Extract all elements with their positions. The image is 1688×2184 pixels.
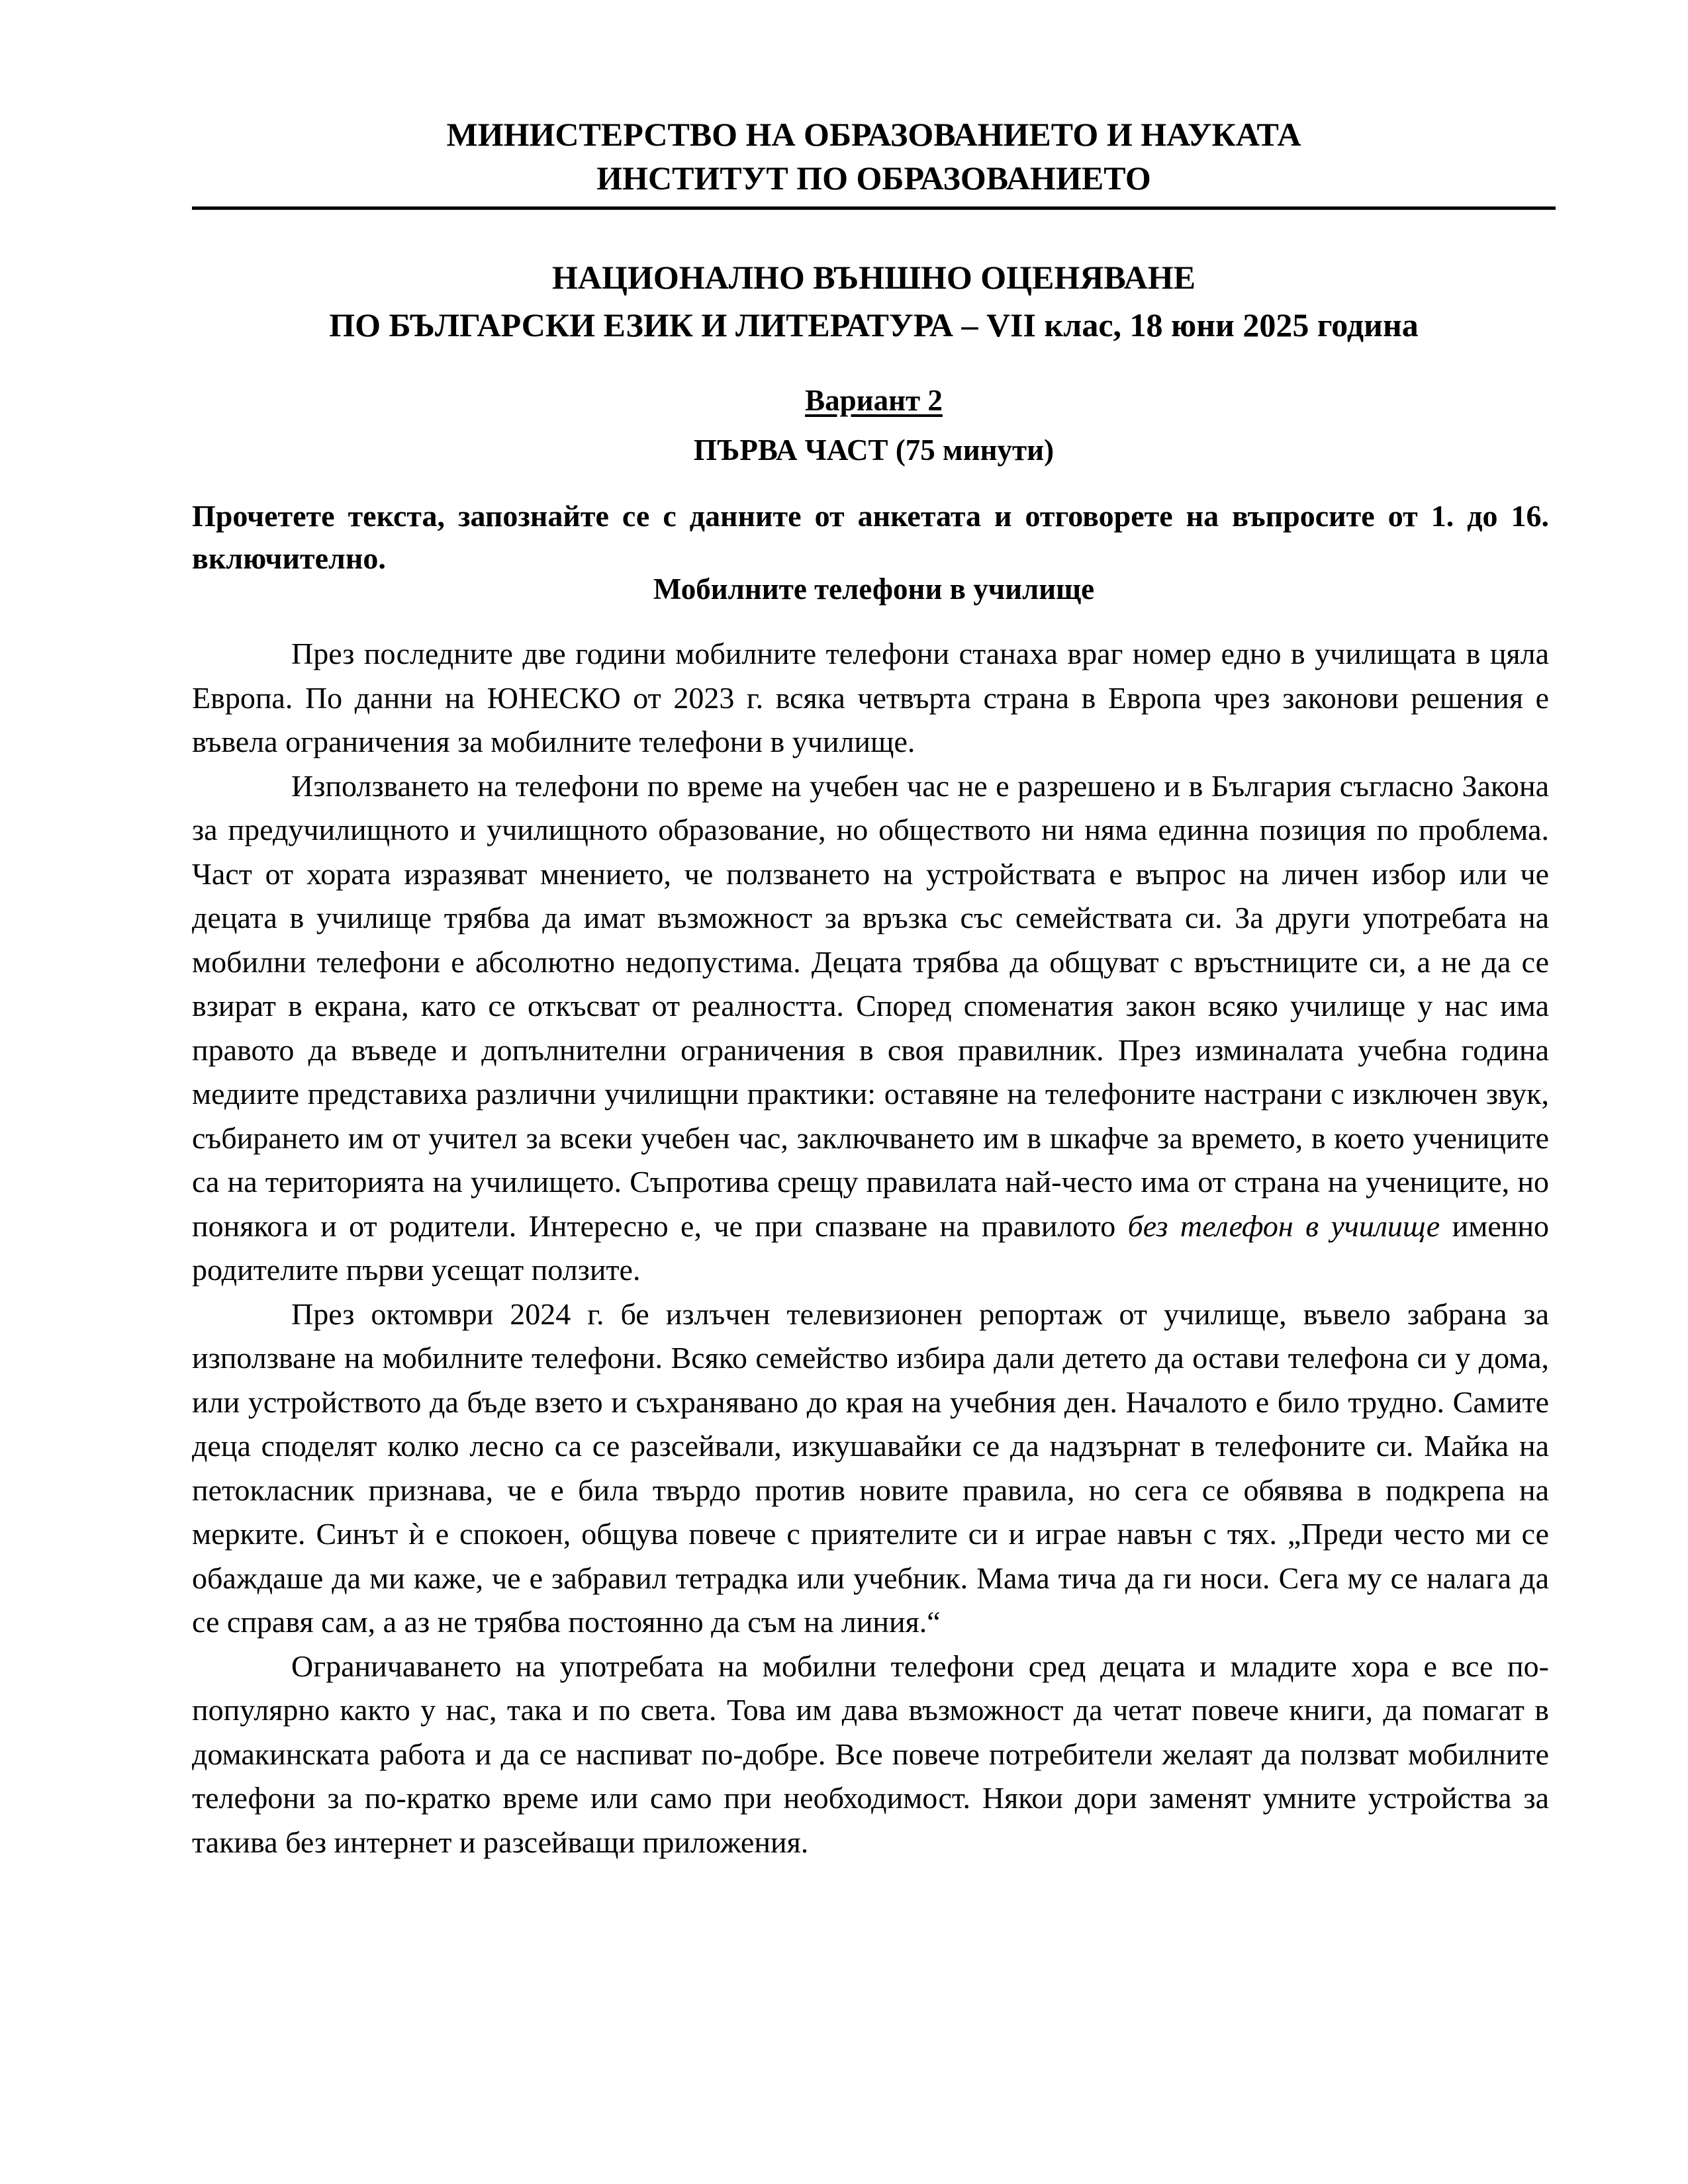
- article-paragraph-3: През октомври 2024 г. бе излъчен телевизионен репортаж от училище, въвело забрана за използване на мобилните телефони. Всяко семейство избира дали детето да остави телефона си у дома, или устройството да бъде взето и съхранявано до края на учебния ден. Началото е било трудно. Самите деца споделят колко лесно са се разсейвали, изкушавайки се да надзърнат в телефоните си. Майка на петокласник признава, че е била твърдо против новите правила, но сега се обявява в подкрепа на мерките. Синът ѝ е спокоен, общува повече с приятелите си и играе навън с тях. „Преди често ми се обаждаше да ми каже, че е забравил тетрадка или учебник. Мама тича да ги носи. Сега му се налага да се справя сам, а аз не трябва постоянно да съм на линия.“: [192, 1297, 1549, 1639]
- article-body: [192, 632, 1549, 1864]
- institute-name: ИНСТИТУТ ПО ОБРАЗОВАНИЕТО: [596, 159, 1151, 197]
- article-paragraph-1: През последните две години мобилните телефони станаха враг номер едно в училищата в цяла Европа. По данни на ЮНЕСКО от 2023 г. всяка четвърта страна в Европа чрез законови решения е въвела ограничения за мобилните телефони в училище.: [192, 637, 1549, 758]
- exam-title-line1: НАЦИОНАЛНО ВЪНШНО ОЦЕНЯВАНЕ: [552, 259, 1196, 296]
- paragraph-2-text-start: Използването на телефони по време на учебен час не е разрешено и в България съгласно Закона за предучилищното и училищното образование, но обществото ни няма единна позиция по проблема. Част от хората изразяват мнението, че ползването на устройствата е въпрос на личен избор или че децата в училище трябва да имат възможност за връзка със семействата си. За други употребата на мобилни телефони е абсолютно недопустима. Децата трябва да общуват с връстниците си, а не да се взират в екрана, като се откъсват от реалността. Според споменатия закон всяко училище у нас има правото да въведе и допълнителни ограничения в своя правилник. През изминалата учебна година медиите представиха различни училищни практики: оставяне на телефоните настрани с изключен звук, събирането им от учител за всеки учебен час, заключването им в шкафче за времето, в което учениците са на територията на училището. Съпротива срещу правилата най-често има от страна на учениците, но понякога и от родители. Интересно е, че при спазване на правилото: [192, 768, 1549, 1243]
- exam-title: [192, 253, 1556, 349]
- article-paragraph-4: Ограничаването на употребата на мобилни телефони сред децата и младите хора е все по-популярно както у нас, така и по света. Това им дава възможност да четат повече книги, да помагат в домакинската работа и да се наспиват по-добре. Все повече потребители желаят да ползват мобилните телефони за по-кратко време или само при необходимост. Някои дори заменят умните устройства за такива без интернет и разсейващи приложения.: [192, 1649, 1549, 1859]
- institution-header: [192, 113, 1556, 200]
- paragraph-2-text-end: именно родителите първи усещат ползите.: [192, 1208, 1549, 1287]
- part-heading: ПЪРВА ЧАСТ (75 минути): [693, 433, 1055, 467]
- article-paragraph-2: [192, 764, 1549, 1293]
- task-instruction: Прочетете текста, запознайте се с данните от анкетата и отговорете на въпросите от 1. до 16. включително.: [192, 499, 1549, 575]
- article-title: Мобилните телефони в училище: [653, 572, 1095, 606]
- exam-title-line2: ПО БЪЛГАРСКИ ЕЗИК И ЛИТЕРАТУРА – VII клас, 18 юни 2025 година: [329, 306, 1419, 343]
- variant-label: Вариант 2: [805, 384, 943, 417]
- italic-phrase: без телефон в училище: [1127, 1208, 1440, 1243]
- header-divider: [192, 206, 1556, 210]
- ministry-name: МИНИСТЕРСТВО НА ОБРАЗОВАНИЕТО И НАУКАТА: [446, 116, 1301, 153]
